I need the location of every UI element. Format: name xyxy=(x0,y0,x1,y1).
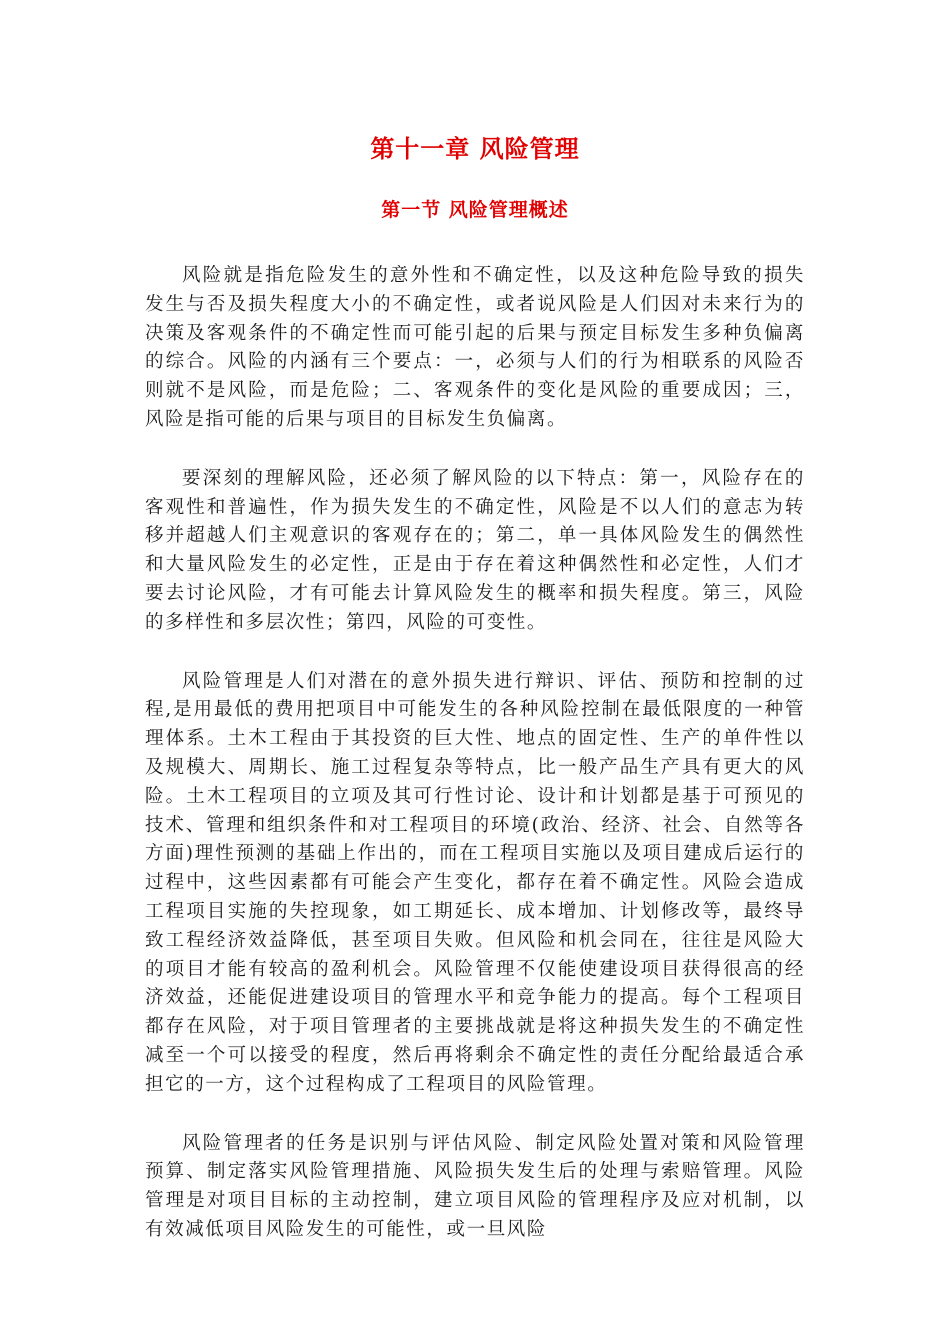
paragraph-risk-management: 风险管理是人们对潜在的意外损失进行辩识、评估、预防和控制的过程,是用最低的费用把项目中可能发生的各种风险控制在最低限度的一种管理体系。土木工程由于其投资的巨大性、地点的固定性、生产的单件性以及规模大、周期长、施工过程复杂等特点，比一般产品生产具有更大的风险。土木工程项目的立项及其可行性讨论、设计和计划都是基于可预见的技术、管理和组织条件和对工程项目的环境(政治、经济、社会、自然等各方面)理性预测的基础上作出的，而在工程项目实施以及项目建成后运行的过程中，这些因素都有可能会产生变化，都存在着不确定性。风险会造成工程项目实施的失控现象，如工期延长、成本增加、计划修改等，最终导致工程经济效益降低，甚至项目失败。但风险和机会同在，往往是风险大的项目才能有较高的盈利机会。风险管理不仅能使建设项目获得很高的经济效益，还能促进建设项目的管理水平和竞争能力的提高。每个工程项目都存在风险，对于项目管理者的主要挑战就是将这种损失发生的不确定性减至一个可以接受的程度，然后再将剩余不确定性的责任分配给最适合承担它的一方，这个过程构成了工程项目的风险管理。 xyxy=(145,670,805,1095)
paragraph-risk-definition: 风险就是指危险发生的意外性和不确定性，以及这种危险导致的损失发生与否及损失程度大小的不确定性，或者说风险是人们因对未来行为的决策及客观条件的不确定性而可能引起的后果与预定目标发生多种负偏离的综合。风险的内涵有三个要点：一，必须与人们的行为相联系的风险否则就不是风险，而是危险；二、客观条件的变化是风险的重要成因；三，风险是指可能的后果与项目的目标发生负偏离。 xyxy=(145,265,805,430)
section-title: 第一节 风险管理概述 xyxy=(381,199,569,221)
paragraph-risk-manager-tasks: 风险管理者的任务是识别与评估风险、制定风险处置对策和风险管理预算、制定落实风险管理措施、风险损失发生后的处理与索赔管理。风险管理是对项目目标的主动控制，建立项目风险的管理程序及应对机制，以有效减低项目风险发生的可能性，或一旦风险 xyxy=(145,1132,805,1240)
chapter-title: 第十一章 风险管理 xyxy=(370,134,580,163)
document-body xyxy=(145,262,805,1275)
paragraph-risk-characteristics: 要深刻的理解风险，还必须了解风险的以下特点：第一，风险存在的客观性和普遍性，作为损失发生的不确定性，风险是不以人们的意志为转移并超越人们主观意识的客观存在的；第二，单一具体风险发生的偶然性和大量风险发生的必定性，正是由于存在着这种偶然性和必定性，人们才要去讨论风险，才有可能去计算风险发生的概率和损失程度。第三，风险的多样性和多层次性；第四，风险的可变性。 xyxy=(145,467,805,633)
